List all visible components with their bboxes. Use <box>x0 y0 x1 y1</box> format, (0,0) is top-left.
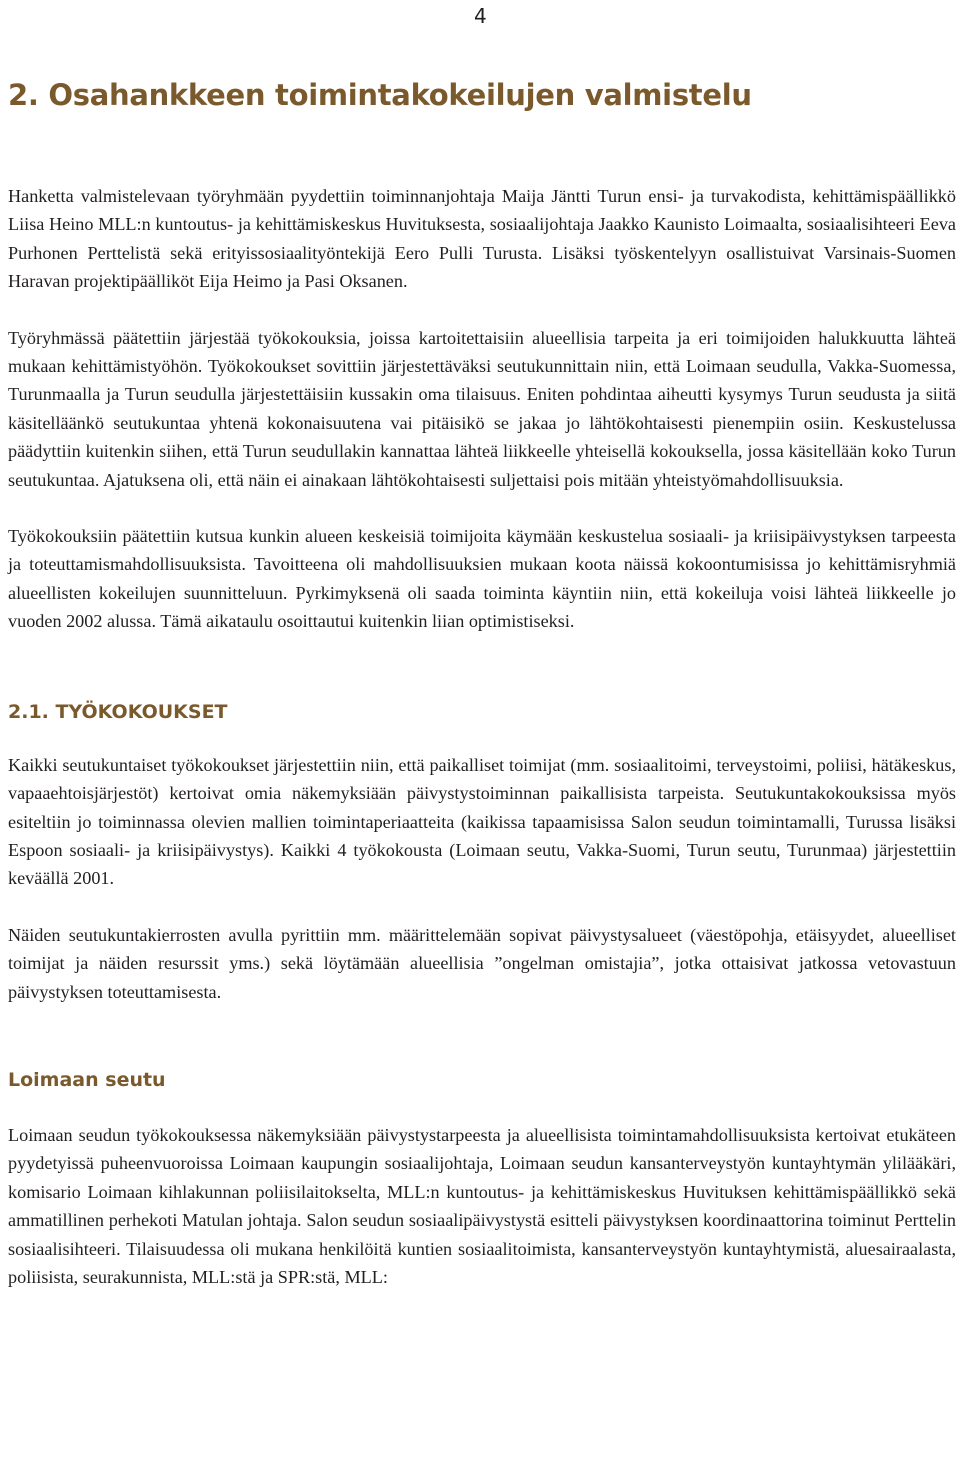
paragraph: Hanketta valmistelevaan työryhmään pyydettiin toiminnanjohtaja Maija Jäntti Turun ensi- ja turvakodista, kehittämispäällikkö Liisa Heino MLL:n kuntoutus- ja kehittämiskeskus Huvituksesta, sosiaalijohtaja Jaakko Kaunisto Loimaalta, sosiaalisihteeri Eeva Purhonen Perttelistä sekä erityissosiaalityöntekijä Eero Pulli Turusta. Lisäksi työskentelyyn osallistuivat Varsinais-Suomen Haravan projektipäälliköt Eija Heimo ja Pasi Oksanen. <box>8 186 956 292</box>
paragraph: Loimaan seudun työkokouksessa näkemyksiään päivystystarpeesta ja alueellisista toimintamahdollisuuksista kertoivat etukäteen pyydetyissä puheenvuoroissa Loimaan kaupungin sosiaalijohtaja, Loimaan seudun kansanterveystyön kuntayhtymän ylilääkäri, komisario Loimaan kihlakunnan poliisilaitokselta, MLL:n kuntoutus- ja kehittämiskeskus Huvituksen kehittämispäällikkö sekä ammatillinen perhekoti Matulan johtaja. Salon seudun sosiaalipäivystystä esitteli päivystyksen koordinaattorina toiminut Perttelin sosiaalisihteeri. Tilaisuudessa oli mukana henkilöitä kuntien sosiaalitoimista, kansanterveystyön kuntayhtymistä, aluesairaalasta, poliisista, seurakunnista, MLL:stä ja SPR:stä, MLL: <box>8 1124 956 1287</box>
section-heading: 2.1. TYÖKOKOUKSET <box>8 700 228 723</box>
paragraph: Työryhmässä päätettiin järjestää työkokouksia, joissa kartoitettaisiin alueellisia tarpeita ja eri toimijoiden halukkuutta lähteä mukaan kehittämistyöhön. Työkokoukset sovittiin järjestettäväksi seutukunnittain niin, että Loimaan seudulla, Vakka-Suomessa, Turunmaalla ja Turun seudulla järjestettäisiin kussakin oma tilaisuus. Eniten pohdintaa aiheutti kysymys Turun seudusta ja siitä käsitelläänkö seutukuntaa yhtenä kokonaisuutena vai pitäisikö se jakaa jo lähtökohtaisesti pienempiin osiin. Keskustelussa päädyttiin kuitenkin siihen, että Turun seudullakin kannattaa lähteä liikkeelle yhteisellä kokouksella, jossa käsitellään koko Turun seutukuntaa. Ajatuksena oli, että näin ei ainakaan lähtökohtaisesti suljettaisi pois mitään yhteistyömahdollisuuksia. <box>8 327 956 490</box>
chapter-title: 2. Osahankkeen toimintakokeilujen valmistelu <box>8 78 752 112</box>
paragraph: Kaikki seutukuntaiset työkokoukset järjestettiin niin, että paikalliset toimijat (mm. sosiaalitoimi, terveystoimi, poliisi, hätäkeskus, vapaaehtoisjärjestöt) kertoivat omia näkemyksiään päivystystoiminnan paikallisista tarpeista. Seutukuntakokouksissa myös esiteltiin jo toiminnassa olevien mallien toimintaperiaatteita (kaikissa tapaamisissa Salon seudun toimintamalli, Turussa lisäksi Espoon sosiaali- ja kriisipäivystys). Kaikki 4 työkokousta (Loimaan seutu, Vakka-Suomi, Turun seutu, Turunmaa) järjestettiin keväällä 2001. <box>8 754 956 889</box>
document-body <box>8 182 956 1319</box>
paragraph: Työkokouksiin päätettiin kutsua kunkin alueen keskeisiä toimijoita käymään keskustelua sosiaali- ja kriisipäivystyksen tarpeesta ja toteuttamismahdollisuuksista. Tavoitteena oli mahdollisuuksien mukaan koota näissä kokoontumisissa jo kehittämisryhmiä alueellisten kokeilujen suunnitteluun. Pyrkimyksenä oli saada toiminta käyntiin niin, että kokeiluja voisi lähteä liikkeelle jo vuoden 2002 alussa. Tämä aikataulu osoittautui kuitenkin liian optimistiseksi. <box>8 526 956 632</box>
paragraph: Näiden seutukuntakierrosten avulla pyrittiin mm. määrittelemään sopivat päivystysalueet (väestöpohja, etäisyydet, alueelliset toimijat ja näiden resurssit yms.) sekä löytämään alueellisia ”ongelman omistajia”, jotka ottaisivat jatkossa vetovastuun päivystyksen toteuttamisesta. <box>8 924 956 1002</box>
subsection-heading: Loimaan seutu <box>8 1068 166 1091</box>
page-number: 4 <box>474 4 487 28</box>
